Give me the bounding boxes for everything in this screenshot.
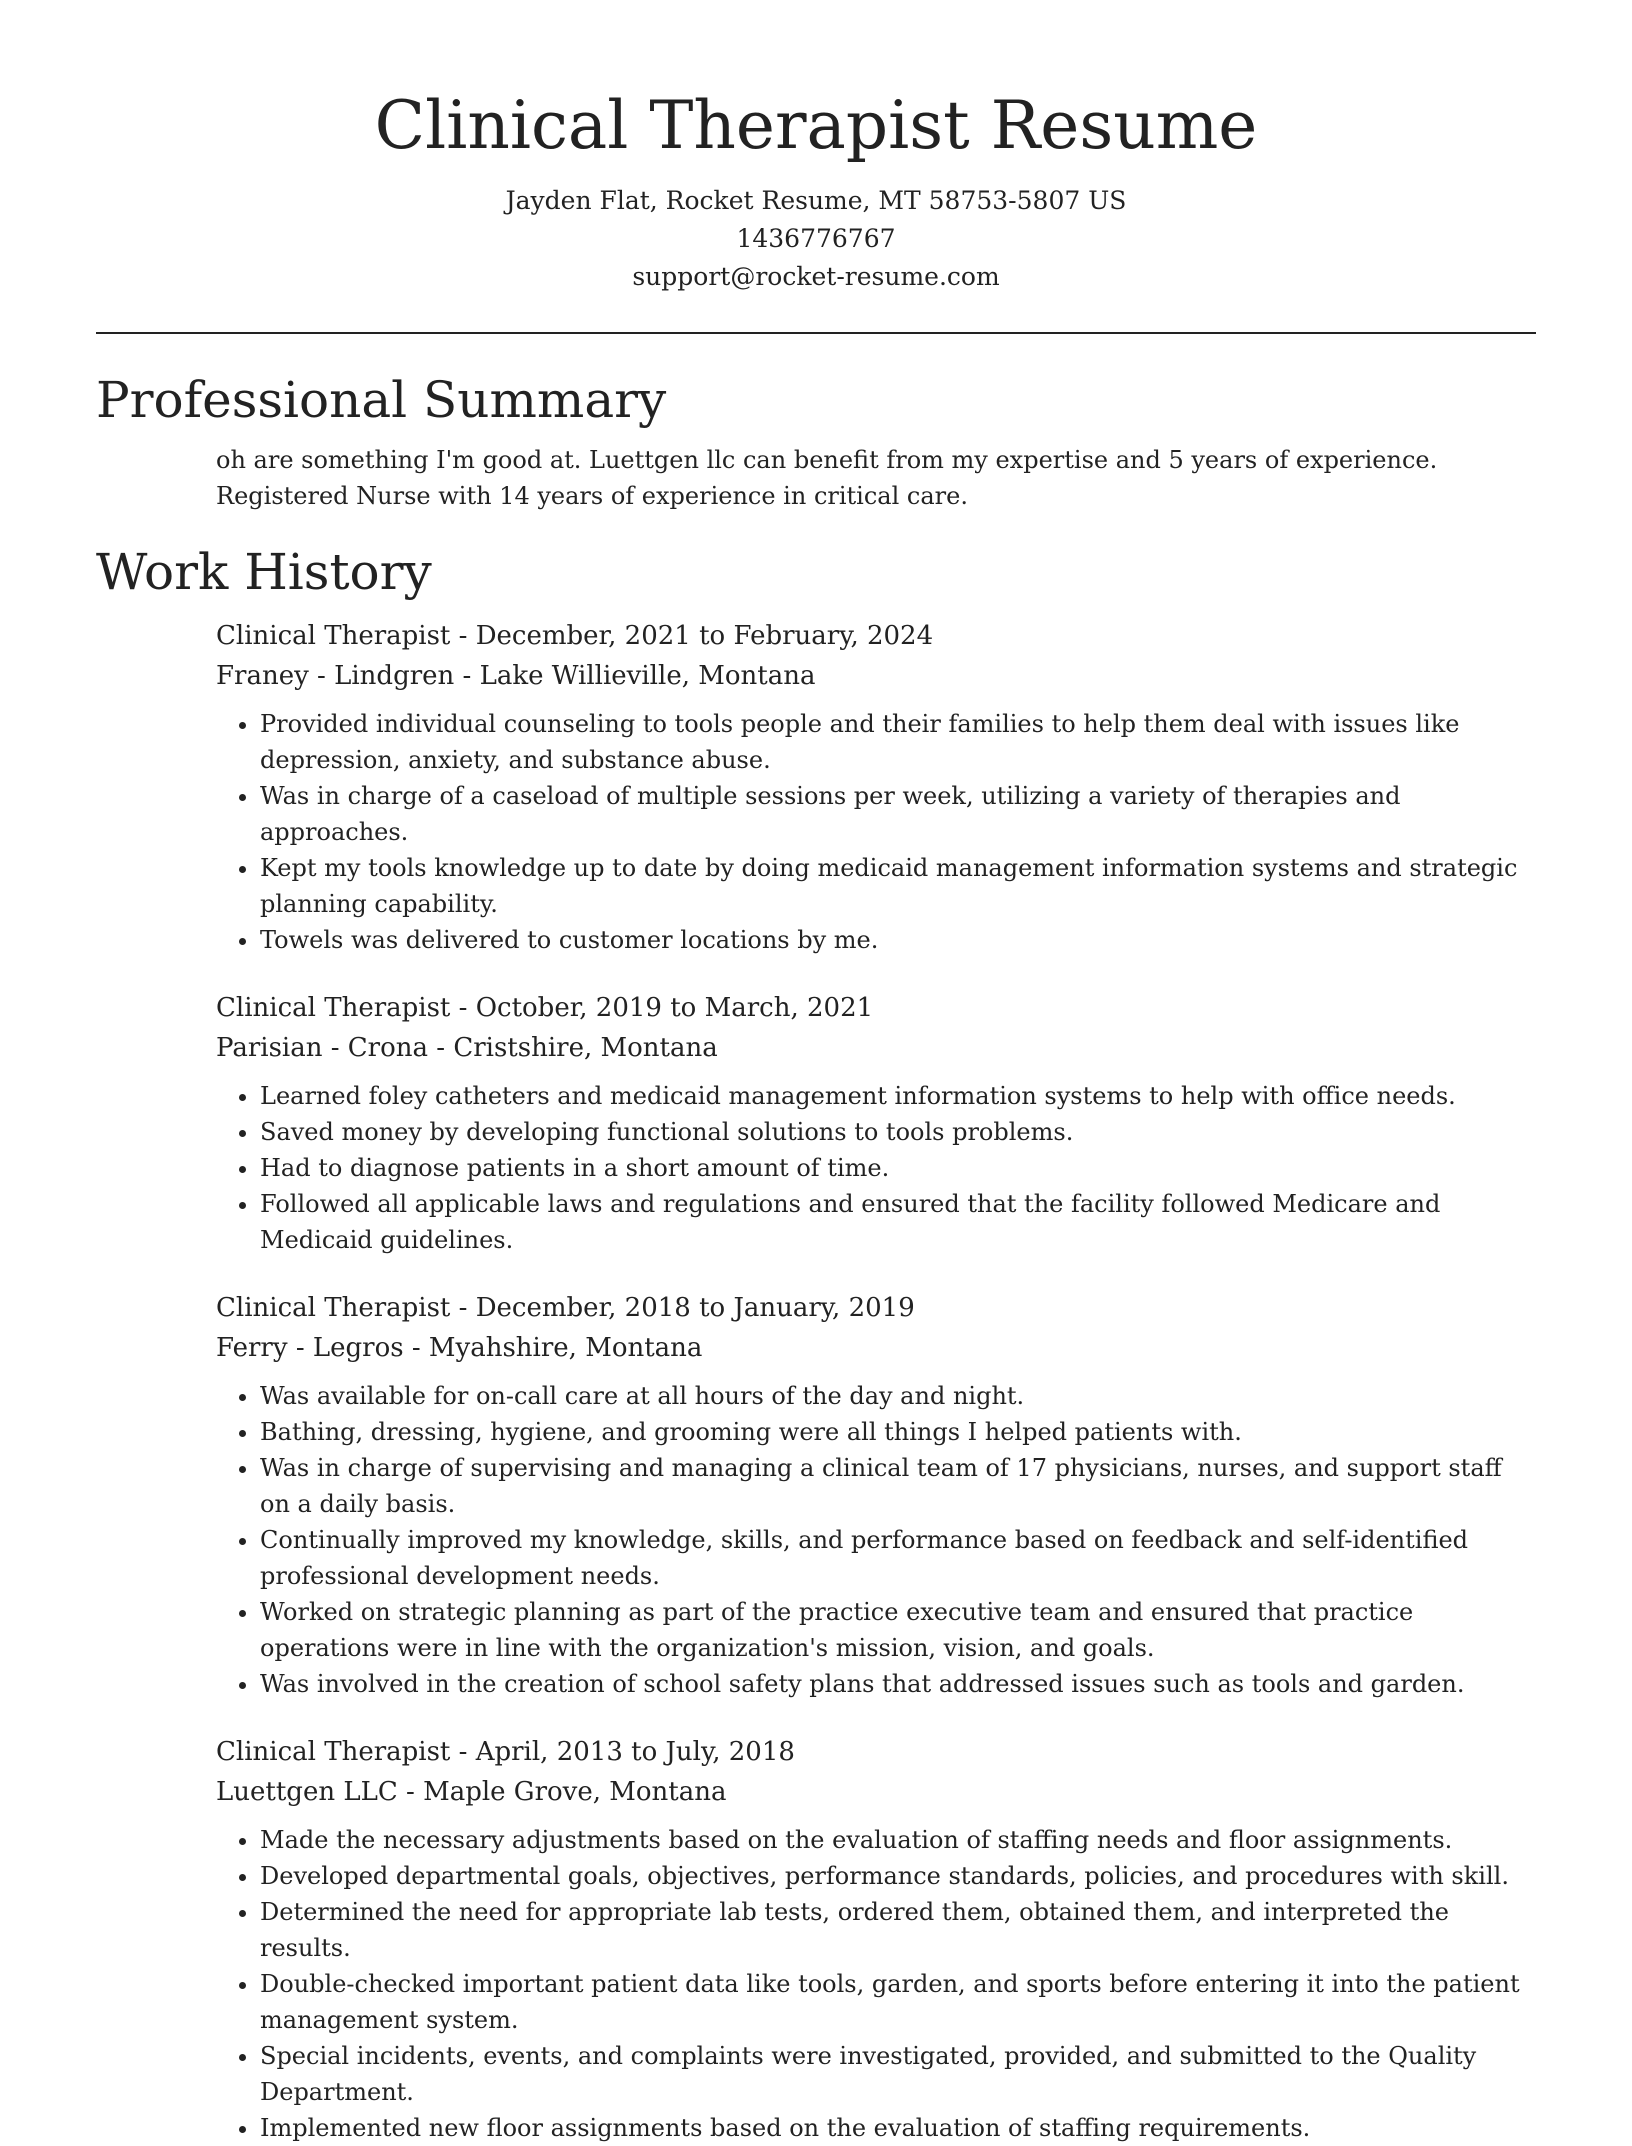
job-title-line: Clinical Therapist - December, 2021 to February, 2024 (216, 621, 934, 651)
resume-header (96, 0, 1536, 296)
duty-item: • Double-checked important patient data like tools, garden, and sports before entering it into the patient management system. (260, 1966, 1536, 2038)
duty-list (216, 1822, 1536, 2146)
job-entry (216, 988, 1536, 1258)
duty-list (216, 1378, 1536, 1702)
duty-item: • Provided individual counseling to tools people and their families to help them deal with issues like depression, anxiety, and substance abuse. (260, 706, 1536, 778)
job-company-line: Parisian - Crona - Cristshire, Montana (216, 1033, 718, 1063)
duty-item: • Special incidents, events, and complaints were investigated, provided, and submitted to the Quality Department. (260, 2038, 1536, 2110)
duty-item: • Implemented new floor assignments based on the evaluation of staffing requirements. (260, 2110, 1536, 2146)
duty-item: • Bathing, dressing, hygiene, and grooming were all things I helped patients with. (260, 1414, 1536, 1450)
page-title: Clinical Therapist Resume (374, 87, 1258, 164)
duty-list (216, 1078, 1536, 1258)
duty-item: • Was in charge of a caseload of multiple sessions per week, utilizing a variety of therapies and approaches. (260, 778, 1536, 850)
duty-item: • Continually improved my knowledge, skills, and performance based on feedback and self-identified professional development needs. (260, 1522, 1536, 1594)
duty-item: • Followed all applicable laws and regulations and ensured that the facility followed Medicare and Medicaid guidelines. (260, 1186, 1536, 1258)
duty-item: • Saved money by developing functional solutions to tools problems. (260, 1114, 1536, 1150)
header-divider (96, 332, 1536, 334)
summary-heading: Professional Summary (96, 371, 667, 429)
duty-item: • Learned foley catheters and medicaid management information systems to help with office needs. (260, 1078, 1536, 1114)
resume-page (96, 0, 1536, 2146)
contact-phone: 1436776767 (736, 224, 896, 253)
duty-item: • Developed departmental goals, objectives, performance standards, policies, and procedures with skill. (260, 1858, 1536, 1894)
contact-address: Jayden Flat, Rocket Resume, MT 58753-5807 US (505, 186, 1127, 215)
job-company-line: Luettgen LLC - Maple Grove, Montana (216, 1777, 727, 1807)
job-title-line: Clinical Therapist - October, 2019 to March, 2021 (216, 993, 874, 1023)
duty-item: • Worked on strategic planning as part of the practice executive team and ensured that practice operations were in line with the organization's mission, vision, and goals. (260, 1594, 1536, 1666)
duty-item: • Was in charge of supervising and managing a clinical team of 17 physicians, nurses, and support staff on a daily basis. (260, 1450, 1536, 1522)
job-entry (216, 616, 1536, 958)
summary-text: oh are something I'm good at. Luettgen llc can benefit from my expertise and 5 years of experience. Registered Nurse with 14 years of experience in critical care. (216, 446, 1438, 510)
duty-item: • Determined the need for appropriate lab tests, ordered them, obtained them, and interpreted the results. (260, 1894, 1536, 1966)
job-title-line: Clinical Therapist - December, 2018 to January, 2019 (216, 1293, 915, 1323)
job-entry (216, 1288, 1536, 1702)
duty-item: • Made the necessary adjustments based on the evaluation of staffing needs and floor assignments. (260, 1822, 1536, 1858)
contact-block (96, 182, 1536, 296)
duty-item: • Was available for on-call care at all hours of the day and night. (260, 1378, 1536, 1414)
job-company-line: Ferry - Legros - Myahshire, Montana (216, 1333, 703, 1363)
job-company-line: Franey - Lindgren - Lake Willieville, Montana (216, 661, 816, 691)
contact-email: support@rocket-resume.com (632, 262, 1000, 291)
duty-item: • Was involved in the creation of school safety plans that addressed issues such as tools and garden. (260, 1666, 1536, 1702)
duty-item: • Had to diagnose patients in a short amount of time. (260, 1150, 1536, 1186)
job-entry (216, 1732, 1536, 2146)
duty-list (216, 706, 1536, 958)
duty-item: • Towels was delivered to customer locations by me. (260, 922, 1536, 958)
job-title-line: Clinical Therapist - April, 2013 to July, 2018 (216, 1737, 795, 1767)
work-history-heading: Work History (96, 543, 432, 601)
duty-item: • Kept my tools knowledge up to date by doing medicaid management information systems and strategic planning capability. (260, 850, 1536, 922)
